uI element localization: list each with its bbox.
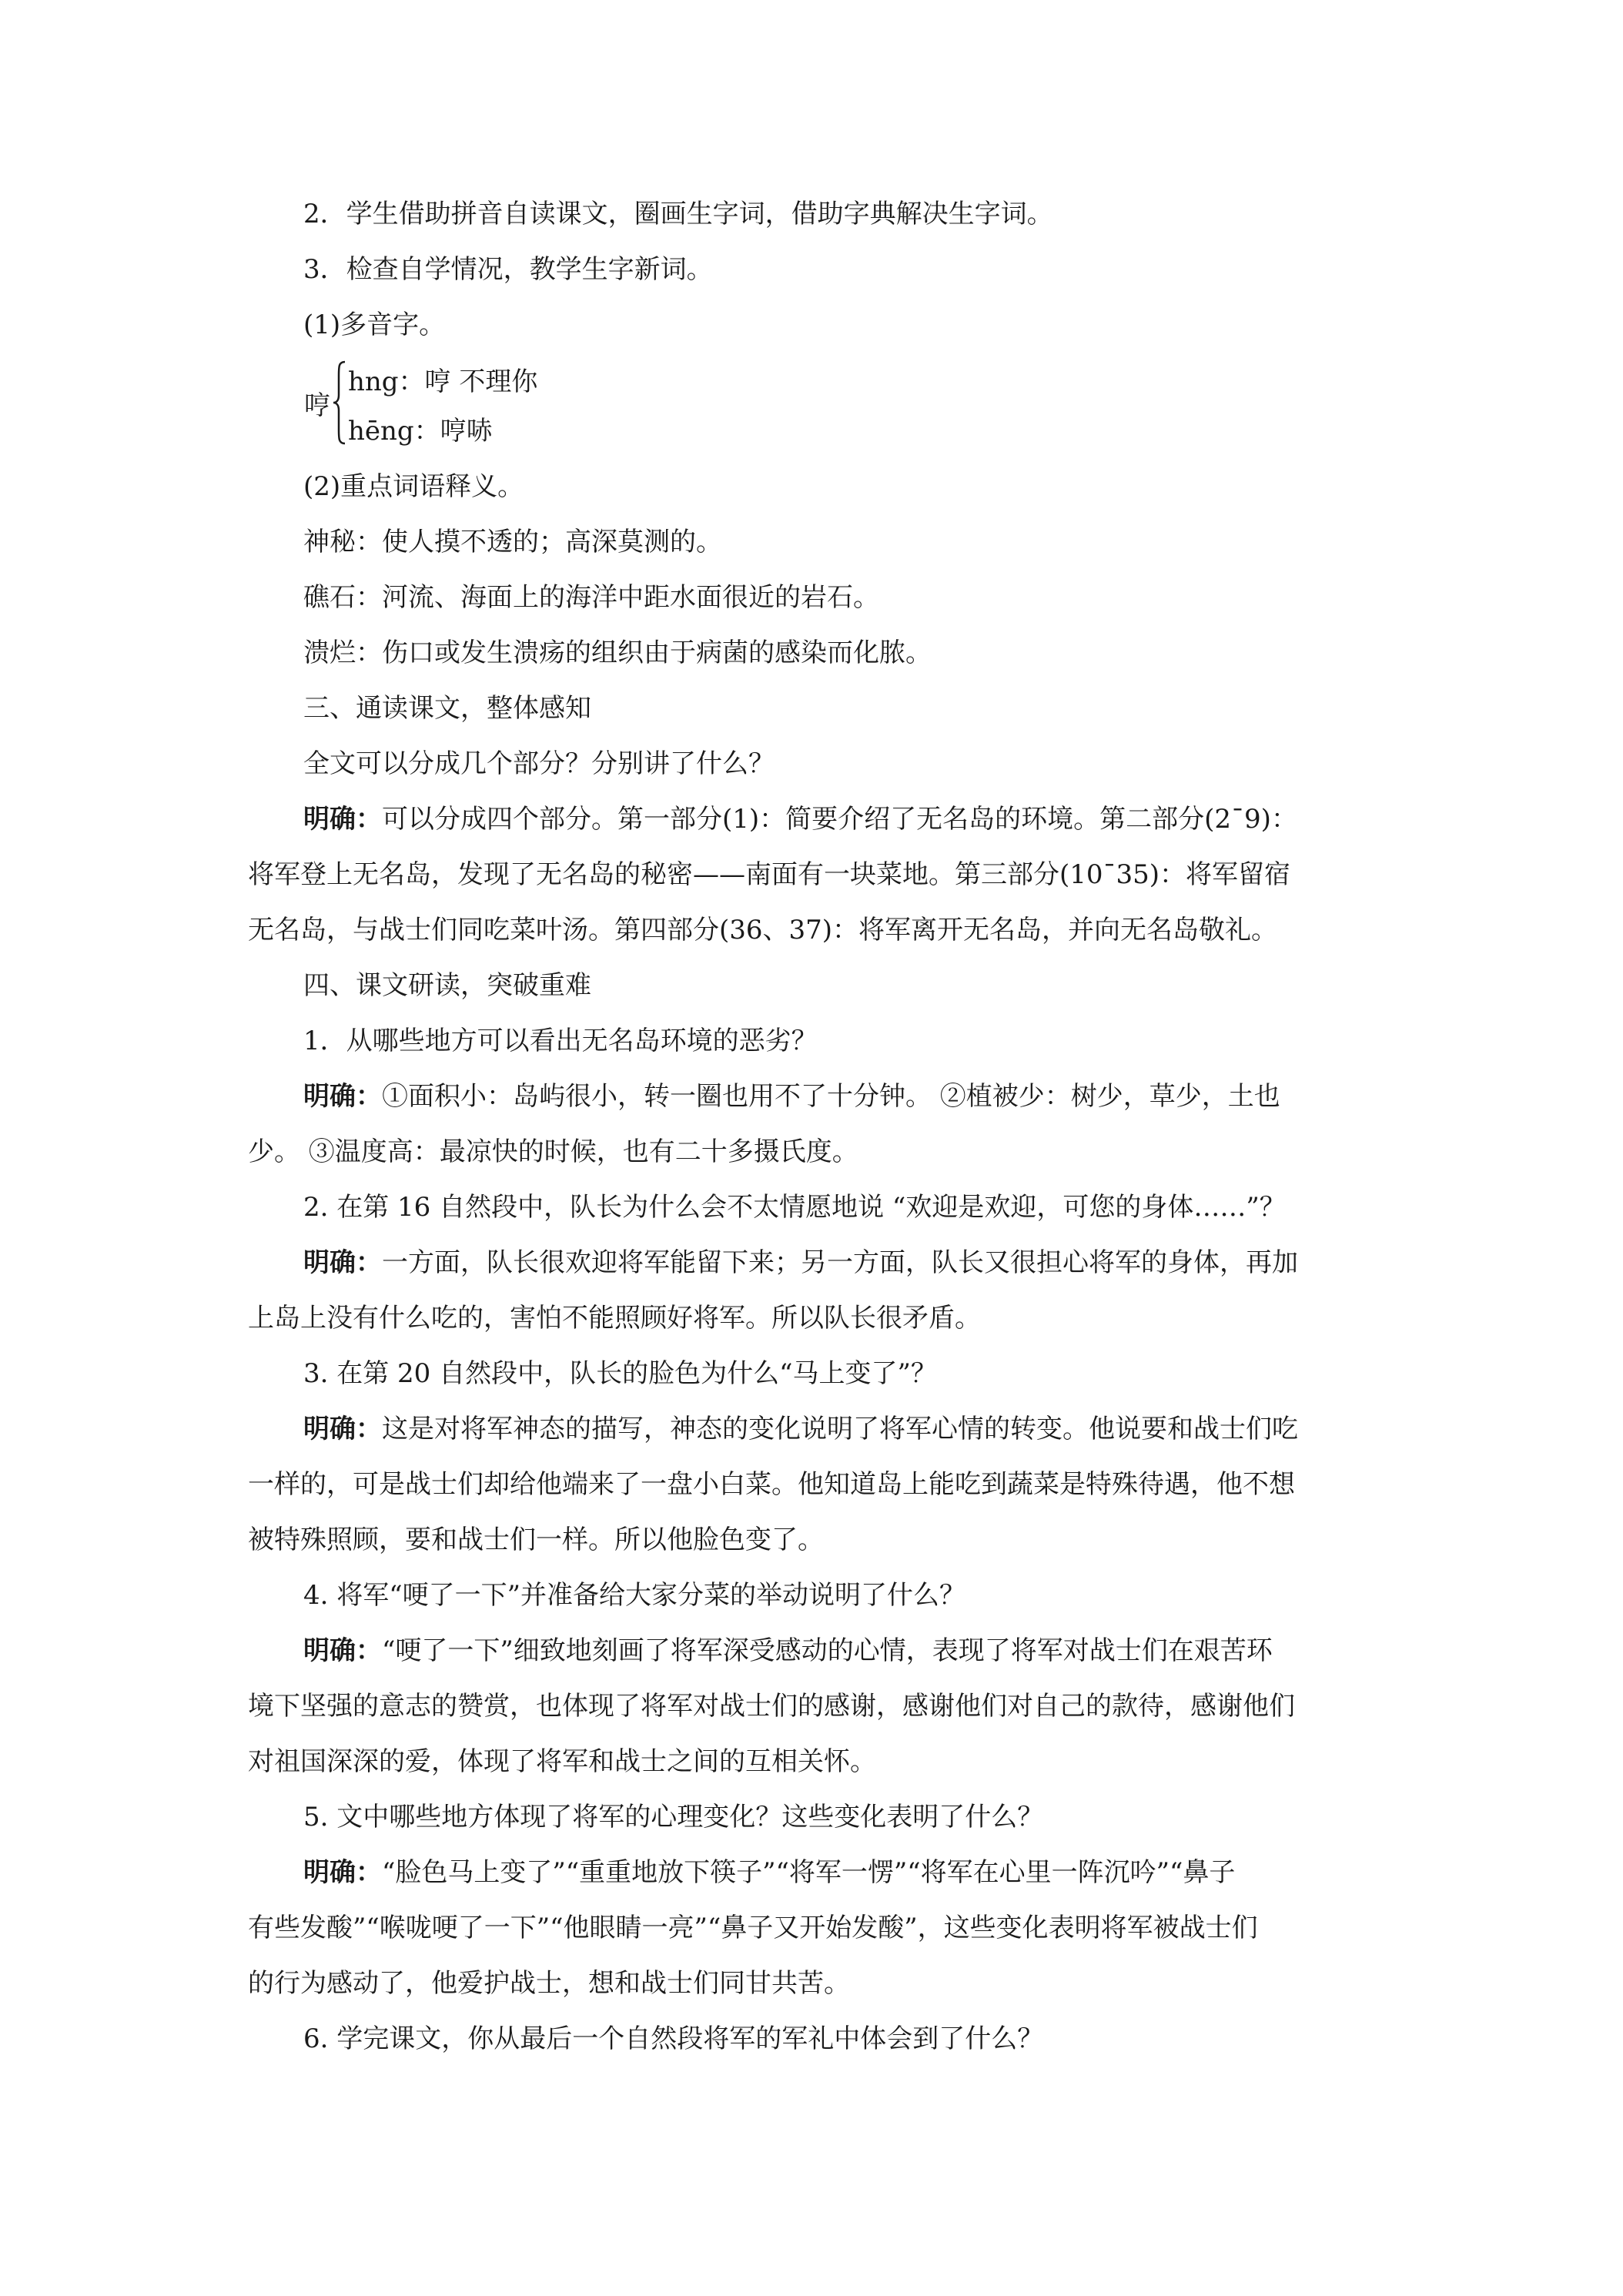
polyphone-reading: hng：哼 不理你 bbox=[348, 366, 538, 397]
question: 全文可以分成几个部分？分别讲了什么？ bbox=[303, 748, 775, 779]
text-line: 将军登上无名岛，发现了无名岛的秘密——南面有一块菜地。第三部分(10¯35)：将军留宿 bbox=[248, 859, 1291, 890]
text-line: 溃烂：伤口或发生溃疡的组织由于病菌的感染而化脓。 bbox=[303, 638, 932, 668]
answer-label: 明确： bbox=[303, 1635, 382, 1666]
answer-line: 明确：“脸色马上变了”“重重地放下筷子”“将军一愣”“将军在心里一阵沉吟”“鼻子 bbox=[303, 1857, 1236, 1888]
section-heading: 三、通读课文，整体感知 bbox=[303, 693, 591, 724]
section-heading: 四、课文研读，突破重难 bbox=[303, 970, 591, 1001]
text-line: 境下坚强的意志的赞赏，也体现了将军对战士们的感谢，感谢他们对自己的款待，感谢他们 bbox=[248, 1691, 1295, 1722]
answer-label: 明确： bbox=[303, 1247, 382, 1278]
answer-line: 明确：可以分成四个部分。第一部分(1)：简要介绍了无名岛的环境。第二部分(2¯9)： bbox=[303, 804, 1297, 835]
question: 6. 学完课文，你从最后一个自然段将军的军礼中体会到了什么？ bbox=[303, 2023, 1044, 2054]
text-line: 3．检查自学情况，教学生字新词。 bbox=[303, 254, 713, 285]
text-line: 2．学生借助拼音自读课文，圈画生字词，借助字典解决生字词。 bbox=[303, 199, 1053, 229]
answer-label: 明确： bbox=[303, 804, 382, 835]
text-line: 神秘：使人摸不透的；高深莫测的。 bbox=[303, 527, 722, 557]
text-line: 有些发酸”“喉咙哽了一下”“他眼睛一亮”“鼻子又开始发酸”，这些变化表明将军被战士们 bbox=[248, 1913, 1258, 1943]
answer-line: 明确：这是对将军神态的描写，神态的变化说明了将军心情的转变。他说要和战士们吃 bbox=[303, 1414, 1298, 1444]
answer-label: 明确： bbox=[303, 1414, 382, 1444]
text-line: 一样的，可是战士们却给他端来了一盘小白菜。他知道岛上能吃到蔬菜是特殊待遇，他不想 bbox=[248, 1469, 1295, 1500]
polyphone-reading: hēng：哼哧 bbox=[348, 416, 493, 447]
text-line: 无名岛，与战士们同吃菜叶汤。第四部分(36、37)：将军离开无名岛，并向无名岛敬礼。 bbox=[248, 915, 1278, 946]
text-line: 对祖国深深的爱，体现了将军和战士之间的互相关怀。 bbox=[248, 1746, 876, 1777]
answer-line: 明确：①面积小：岛屿很小，转一圈也用不了十分钟。 ②植被少：树少，草少，土也 bbox=[303, 1081, 1280, 1112]
text-line: 被特殊照顾，要和战士们一样。所以他脸色变了。 bbox=[248, 1525, 824, 1555]
answer-label: 明确： bbox=[303, 1081, 382, 1112]
text-line: 礁石：河流、海面上的海洋中距水面很近的岩石。 bbox=[303, 582, 879, 613]
answer-line: 明确：一方面，队长很欢迎将军能留下来；另一方面，队长又很担心将军的身体，再加 bbox=[303, 1247, 1298, 1278]
question: 1．从哪些地方可以看出无名岛环境的恶劣？ bbox=[303, 1026, 818, 1056]
question: 4. 将军“哽了一下”并准备给大家分菜的举动说明了什么？ bbox=[303, 1580, 966, 1611]
question: 2. 在第 16 自然段中，队长为什么会不太情愿地说 “欢迎是欢迎，可您的身体……”？ bbox=[303, 1192, 1286, 1223]
brace-icon bbox=[333, 360, 346, 445]
text-line: 的行为感动了，他爱护战士，想和战士们同甘共苦。 bbox=[248, 1968, 850, 1999]
question: 3. 在第 20 自然段中，队长的脸色为什么“马上变了”？ bbox=[303, 1358, 937, 1389]
text-line: (1)多音字。 bbox=[303, 310, 446, 340]
answer-label: 明确： bbox=[303, 1857, 382, 1888]
text-line: 少。 ③温度高：最凉快的时候，也有二十多摄氏度。 bbox=[248, 1136, 858, 1167]
question: 5. 文中哪些地方体现了将军的心理变化？这些变化表明了什么？ bbox=[303, 1802, 1044, 1832]
polyphone-character: 哼 bbox=[304, 390, 330, 421]
text-line: (2)重点词语释义。 bbox=[303, 471, 524, 502]
answer-line: 明确：“哽了一下”细致地刻画了将军深受感动的心情，表现了将军对战士们在艰苦环 bbox=[303, 1635, 1273, 1666]
text-line: 上岛上没有什么吃的，害怕不能照顾好将军。所以队长很矛盾。 bbox=[248, 1303, 981, 1334]
